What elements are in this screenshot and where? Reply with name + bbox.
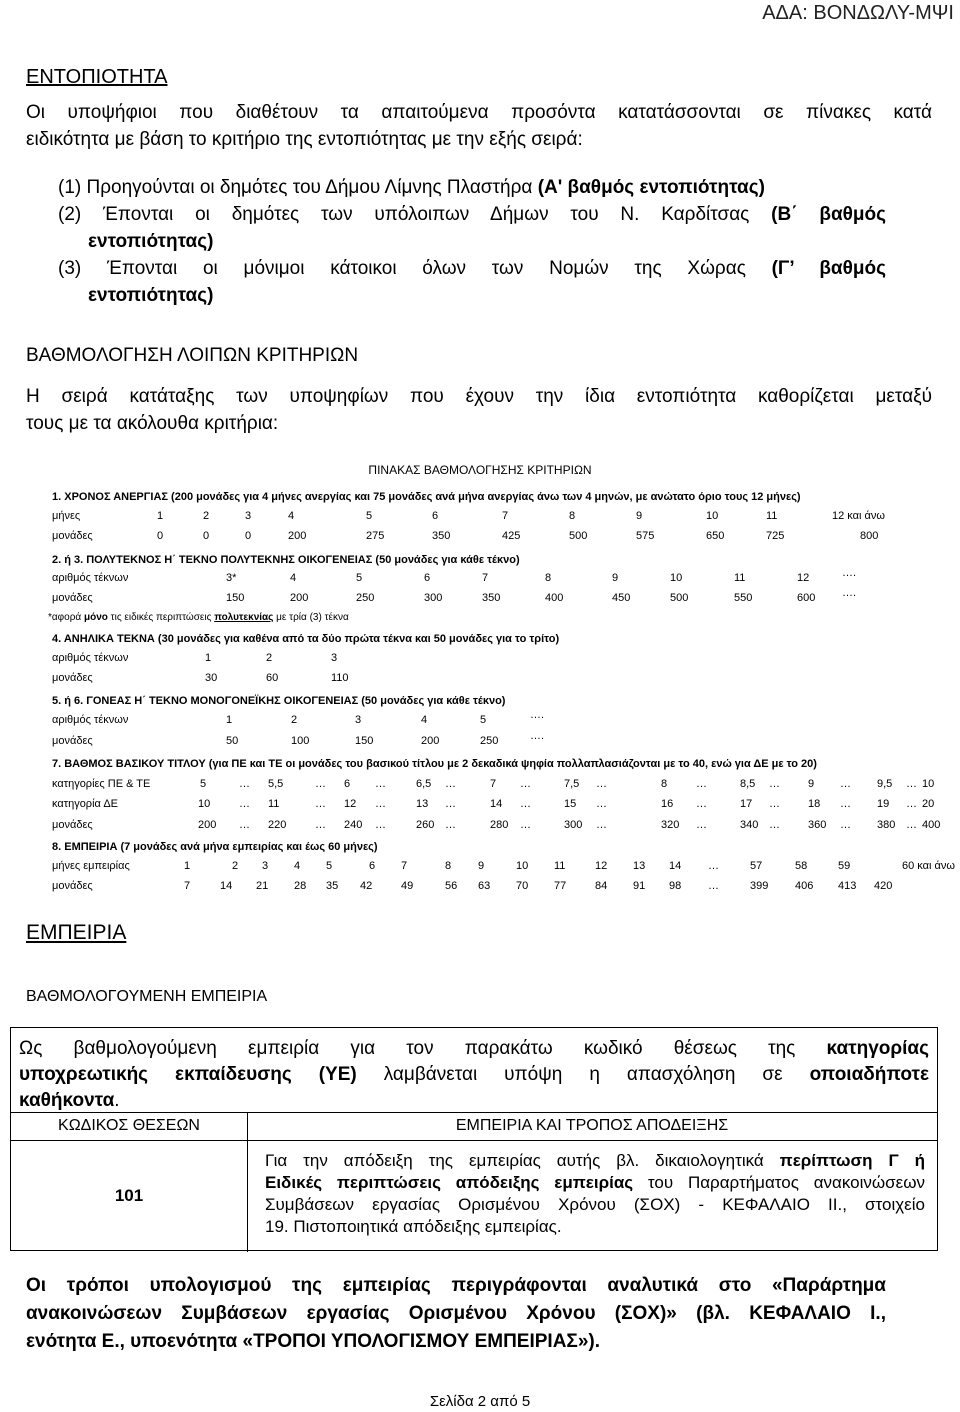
table-cell: 200 <box>421 735 440 747</box>
table-cell: 1 <box>157 510 164 522</box>
table-cell: 11 <box>554 860 566 872</box>
table-cell: 575 <box>636 530 655 542</box>
s2-heading: 2. ή 3. ΠΟΛΥΤΕΚΝΟΣ Η΄ ΤΕΚΝΟ ΠΟΛΥΤΕΚΝΗΣ ΟΙΚΟΓΕΝΕΙΑΣ (50 μονάδες για κάθε τέκνο) <box>52 554 520 566</box>
table-cell: 10 <box>670 572 683 584</box>
table-cell: 5,5 <box>268 778 284 790</box>
table-cell: 9 <box>478 860 485 872</box>
table-cell: … <box>769 778 780 790</box>
table-cell: 10 <box>706 510 719 522</box>
final-note <box>26 1272 886 1356</box>
table-cell: 220 <box>268 819 287 831</box>
final-line-1: Οι τρόποι υπολογισμού της εμπειρίας περιγράφονται αναλυτικά στο «Παράρτημα <box>26 1275 886 1296</box>
table-cell: 725 <box>766 530 785 542</box>
empeiria-subtitle: ΒΑΘΜΟΛΟΓΟΥΜΕΝΗ ΕΜΠΕΙΡΙΑ <box>26 988 268 1005</box>
s1-row-label-2: μονάδες <box>52 530 93 542</box>
table-cell: 425 <box>502 530 521 542</box>
table-cell: 8 <box>569 510 576 522</box>
table-cell: 4 <box>294 860 301 872</box>
table-cell: 250 <box>356 592 375 604</box>
table-cell: … <box>596 819 607 831</box>
table-cell: … <box>315 778 326 790</box>
table-cell: 58 <box>795 860 808 872</box>
final-line-3: ενότητα Ε., υποενότητα «ΤΡΟΠΟΙ ΥΠΟΛΟΓΙΣΜΟΥ ΕΜΠΕΙΡΙΑΣ»). <box>26 1331 600 1352</box>
table-cell: … <box>315 798 326 810</box>
table-cell: … <box>375 819 386 831</box>
table-cell: 320 <box>661 819 680 831</box>
table-cell: 42 <box>360 880 373 892</box>
table-cell: … <box>445 798 456 810</box>
table-cell: 7 <box>184 880 191 892</box>
table-cell: … <box>239 819 250 831</box>
table-cell: 15 <box>564 798 577 810</box>
table-cell: … <box>696 819 707 831</box>
s1-heading: 1. ΧΡΟΝΟΣ ΑΝΕΡΓΙΑΣ (200 μονάδες για 4 μήνες ανεργίας και 75 μονάδες ανά μήνα ανεργίας άνω των 4 μηνών, με ανώτατο όριο τους 12 μήνες) <box>52 491 801 503</box>
section-title-criteria: ΒΑΘΜΟΛΟΓΗΣΗ ΛΟΙΠΩΝ ΚΡΙΤΗΡΙΩΝ <box>26 345 359 366</box>
position-code: 101 <box>114 1186 144 1205</box>
table-cell: 7,5 <box>564 778 580 790</box>
table-cell: 420 <box>874 880 893 892</box>
table-cell: … <box>840 819 851 831</box>
table-cell: 300 <box>564 819 583 831</box>
table-cell: 350 <box>482 592 501 604</box>
s2-row-label-1: αριθμός τέκνων <box>52 572 129 584</box>
table-cell: … <box>696 778 707 790</box>
list-item-2-cont: εντοπιότητας) <box>88 231 214 252</box>
table-cell: … <box>769 819 780 831</box>
s7-row-label-2: κατηγορία ΔΕ <box>52 798 118 810</box>
table-cell: 20 <box>922 798 935 810</box>
s5-dots-1: …. <box>530 709 545 721</box>
table-cell: 2 <box>232 860 239 872</box>
table-cell: 360 <box>808 819 827 831</box>
table-cell: 400 <box>545 592 564 604</box>
table-cell: 10 <box>516 860 529 872</box>
experience-proof <box>265 1150 925 1238</box>
table-cell: 7 <box>502 510 509 522</box>
table-cell: 340 <box>740 819 759 831</box>
table-cell: 11 <box>734 572 746 584</box>
table-cell: 650 <box>706 530 725 542</box>
table-cell: … <box>696 798 707 810</box>
proof-line-4: 19. Πιστοποιητικά απόδειξης εμπειρίας. <box>265 1217 562 1236</box>
s5-heading: 5. ή 6. ΓΟΝΕΑΣ Η΄ ΤΕΚΝΟ ΜΟΝΟΓΟΝΕΪΚΗΣ ΟΙΚΟΓΕΝΕΙΑΣ (50 μονάδες για κάθε τέκνο) <box>52 695 506 707</box>
table-cell: 5 <box>366 510 373 522</box>
desc-line-2: υποχρεωτικής εκπαίδευσης (ΥΕ) λαμβάνεται υπόψη η απασχόληση σε οποιαδήποτε <box>19 1064 929 1085</box>
table-cell: 500 <box>569 530 588 542</box>
table-cell: 12 <box>344 798 357 810</box>
proof-line-1: Για την απόδειξη της εμπειρίας αυτής βλ. δικαιολογητικά περίπτωση Γ ή <box>265 1151 925 1170</box>
s5-row-label-2: μονάδες <box>52 735 93 747</box>
s8-row-label-1: μήνες εμπειρίας <box>52 860 130 872</box>
table-cell: … <box>596 798 607 810</box>
s8-heading: 8. ΕΜΠΕΙΡΙΑ (7 μονάδες ανά μήνα εμπειρίας και έως 60 μήνες) <box>52 841 378 853</box>
table-cell: 2 <box>266 652 273 664</box>
table-cell: … <box>840 778 851 790</box>
table-cell: 12 <box>797 572 810 584</box>
s5-dots-2: …. <box>530 730 545 742</box>
table-cell: 5 <box>200 778 207 790</box>
table-cell: … <box>708 880 719 892</box>
table-cell: … <box>520 819 531 831</box>
table-cell: 200 <box>198 819 217 831</box>
table-cell: 9 <box>636 510 643 522</box>
table-cell: 7 <box>490 778 497 790</box>
table-cell: 380 <box>877 819 896 831</box>
table-cell: 12 και άνω <box>832 510 885 522</box>
table-cell: 500 <box>670 592 689 604</box>
intro-line-2: ειδικότητα με βάση το κριτήριο της εντοπιότητας με την εξής σειρά: <box>26 129 583 150</box>
score-table-title: ΠΙΝΑΚΑΣ ΒΑΘΜΟΛΟΓΗΣΗΣ ΚΡΙΤΗΡΙΩΝ <box>368 463 592 477</box>
s2-dots-1: …. <box>842 567 857 579</box>
table-cell: 8,5 <box>740 778 756 790</box>
final-line-2: ανακοινώσεων Συμβάσεων εργασίας Ορισμένου Χρόνου (ΣΟΧ)» (βλ. ΚΕΦΑΛΑΙΟ Ι., <box>26 1303 886 1324</box>
table-cell: 13 <box>633 860 646 872</box>
table-cell: 70 <box>516 880 529 892</box>
table-cell: 3* <box>226 572 237 584</box>
s5-row-label-1: αριθμός τέκνων <box>52 714 129 726</box>
desc-line-1: Ως βαθμολογούμενη εμπειρία για τον παρακάτω κωδικό θέσεως της κατηγορίας <box>19 1038 929 1059</box>
table-cell: 8 <box>445 860 452 872</box>
table-cell: … <box>906 798 917 810</box>
table-cell: 6 <box>432 510 439 522</box>
table-cell: 1 <box>205 652 212 664</box>
table-cell: … <box>906 819 917 831</box>
table-cell: 200 <box>290 592 309 604</box>
table-cell: 63 <box>478 880 491 892</box>
table-cell: 200 <box>288 530 307 542</box>
table-cell: 6 <box>369 860 376 872</box>
table-cell: 14 <box>490 798 503 810</box>
table-cell: 5 <box>326 860 333 872</box>
table-cell: … <box>239 778 250 790</box>
desc-line-3: καθήκοντα. <box>19 1090 120 1111</box>
table-cell: 8 <box>661 778 668 790</box>
table-cell: 1 <box>184 860 191 872</box>
table-cell: 550 <box>734 592 753 604</box>
table-cell: … <box>239 798 250 810</box>
table-cell: 5 <box>356 572 363 584</box>
table-cell: 3 <box>331 652 338 664</box>
table-cell: … <box>769 798 780 810</box>
experience-table <box>10 1027 938 1251</box>
col-header-experience: ΕΜΠΕΙΡΙΑ ΚΑΙ ΤΡΟΠΟΣ ΑΠΟΔΕΙΞΗΣ <box>455 1117 729 1134</box>
table-cell: 30 <box>205 672 218 684</box>
s8-row-label-2: μονάδες <box>52 880 93 892</box>
table-cell: 7 <box>482 572 489 584</box>
col-header-code: ΚΩΔΙΚΟΣ ΘΕΣΕΩΝ <box>58 1117 200 1134</box>
intro-line-1: Οι υποψήφιοι που διαθέτουν τα απαιτούμενα προσόντα κατατάσσονται σε πίνακες κατά <box>26 102 932 123</box>
table-cell: 240 <box>344 819 363 831</box>
table-cell: … <box>840 798 851 810</box>
table-cell: … <box>375 798 386 810</box>
s7-row-label-1: κατηγορίες ΠΕ & ΤΕ <box>52 778 151 790</box>
table-cell: 10 <box>922 778 935 790</box>
table-cell: … <box>520 798 531 810</box>
s1-row-label-1: μήνες <box>52 510 81 522</box>
table-cell: 5 <box>480 714 487 726</box>
table-cell: 4 <box>290 572 297 584</box>
proof-line-2: Ειδικές περιπτώσεις απόδειξης εμπειρίας του Παραρτήματος ανακοινώσεων <box>265 1173 925 1192</box>
table-cell: … <box>906 778 917 790</box>
table-cell: 35 <box>326 880 339 892</box>
table-cell: 150 <box>226 592 245 604</box>
table-cell: 98 <box>669 880 682 892</box>
s7-heading: 7. ΒΑΘΜΟΣ ΒΑΣΙΚΟΥ ΤΙΤΛΟΥ (για ΠΕ και ΤΕ οι μονάδες του βασικού τίτλου με 2 δεκαδικά ψηφία πολλαπλασιάζονται με το 40, ενώ για ΔΕ με το 20) <box>52 758 817 770</box>
table-cell: … <box>445 819 456 831</box>
table-cell: 600 <box>797 592 816 604</box>
table-cell: 16 <box>661 798 674 810</box>
table-cell: 28 <box>294 880 307 892</box>
s4-heading: 4. ΑΝΗΛΙΚΑ ΤΕΚΝΑ (30 μονάδες για καθένα από τα δύο πρώτα τέκνα και 50 μονάδες για το τρίτο) <box>52 633 560 645</box>
table-cell: 6 <box>344 778 351 790</box>
table-cell: 9 <box>612 572 619 584</box>
table-cell: 57 <box>750 860 763 872</box>
document-id: ΑΔΑ: ΒΟΝΔΩΛΥ-ΜΨΙ <box>762 2 954 24</box>
table-cell: 280 <box>490 819 509 831</box>
list-item-3: (3) Έπονται οι μόνιμοι κάτοικοι όλων των Νομών της Χώρας (Γ’ βαθμός <box>58 258 886 279</box>
table-cell: 6 <box>424 572 431 584</box>
table-cell: 3 <box>262 860 269 872</box>
criteria-line-1: Η σειρά κατάταξης των υποψηφίων που έχουν την ίδια εντοπιότητα καθορίζεται μεταξύ <box>26 386 932 407</box>
list-item-2: (2) Έπονται οι δημότες των υπόλοιπων Δήμων του Ν. Καρδίτσας (Β΄ βαθμός <box>58 204 886 225</box>
s7-row-label-3: μονάδες <box>52 819 93 831</box>
table-cell: 260 <box>416 819 435 831</box>
table-cell: 4 <box>288 510 295 522</box>
table-cell: 8 <box>545 572 552 584</box>
table-cell: … <box>596 778 607 790</box>
table-cell: 413 <box>838 880 857 892</box>
table-cell: 11 <box>766 510 778 522</box>
table-cell: 17 <box>740 798 753 810</box>
table-cell: 0 <box>157 530 164 542</box>
table-cell: 9 <box>808 778 815 790</box>
table-cell: 14 <box>669 860 682 872</box>
table-cell: 18 <box>808 798 821 810</box>
table-cell: 49 <box>401 880 414 892</box>
s2-dots-2: …. <box>842 587 857 599</box>
table-cell: 2 <box>203 510 210 522</box>
table-cell: 1 <box>226 714 233 726</box>
table-cell: 3 <box>355 714 362 726</box>
table-cell: 300 <box>424 592 443 604</box>
table-cell: 150 <box>355 735 374 747</box>
list-item-3-cont: εντοπιότητας) <box>88 285 214 306</box>
table-cell: 6,5 <box>416 778 432 790</box>
table-cell: 21 <box>256 880 269 892</box>
table-cell: … <box>315 819 326 831</box>
table-cell: 7 <box>401 860 408 872</box>
page-number: Σελίδα 2 από 5 <box>429 1393 531 1410</box>
table-cell: … <box>520 778 531 790</box>
table-cell: 11 <box>268 798 280 810</box>
table-cell: 50 <box>226 735 239 747</box>
s2-row-label-2: μονάδες <box>52 592 93 604</box>
table-cell: 350 <box>432 530 451 542</box>
table-cell: … <box>708 860 719 872</box>
table-cell: 250 <box>480 735 499 747</box>
table-cell: 14 <box>220 880 233 892</box>
table-cell: … <box>445 778 456 790</box>
table-cell: 0 <box>203 530 210 542</box>
criteria-line-2: τους με τα ακόλουθα κριτήρια: <box>26 413 279 434</box>
table-cell: 275 <box>366 530 385 542</box>
table-cell: 399 <box>750 880 769 892</box>
table-cell: 406 <box>795 880 814 892</box>
proof-line-3: Συμβάσεων εργασίας Ορισμένου Χρόνου (ΣΟΧ) - ΚΕΦΑΛΑΙΟ ΙΙ., στοιχείο <box>265 1195 925 1214</box>
table-cell: 91 <box>633 880 646 892</box>
section-title-entopiotita: ΕΝΤΟΠΙΟΤΗΤΑ <box>26 66 168 88</box>
table-cell: 0 <box>245 530 252 542</box>
table-cell: 800 <box>860 530 879 542</box>
table-cell: 12 <box>595 860 608 872</box>
s4-row-label-1: αριθμός τέκνων <box>52 652 129 664</box>
section-title-empeiria: ΕΜΠΕΙΡΙΑ <box>26 921 127 944</box>
table-cell: 9,5 <box>877 778 893 790</box>
table-cell: 100 <box>291 735 310 747</box>
table-cell: 4 <box>421 714 428 726</box>
table-cell: 59 <box>838 860 851 872</box>
s2-note: *αφορά μόνο τις ειδικές περιπτώσεις πολυτεκνίας με τρία (3) τέκνα <box>48 612 349 623</box>
table-cell: 84 <box>595 880 608 892</box>
table-cell: 10 <box>198 798 211 810</box>
list-item-1: (1) Προηγούνται οι δημότες του Δήμου Λίμνης Πλαστήρα (Α' βαθμός εντοπιότητας) <box>58 177 765 198</box>
table-cell: 56 <box>445 880 458 892</box>
table-cell: … <box>375 778 386 790</box>
table-cell: 3 <box>245 510 252 522</box>
table-cell: 19 <box>877 798 890 810</box>
table-cell: 450 <box>612 592 631 604</box>
s4-row-label-2: μονάδες <box>52 672 93 684</box>
table-cell: 60 <box>266 672 279 684</box>
table-cell: 2 <box>291 714 298 726</box>
table-cell: 13 <box>416 798 429 810</box>
table-cell: 400 <box>922 819 941 831</box>
table-cell: 60 και άνω <box>902 860 955 872</box>
table-cell: 110 <box>331 672 349 684</box>
experience-description <box>19 1036 929 1114</box>
table-cell: 77 <box>554 880 567 892</box>
